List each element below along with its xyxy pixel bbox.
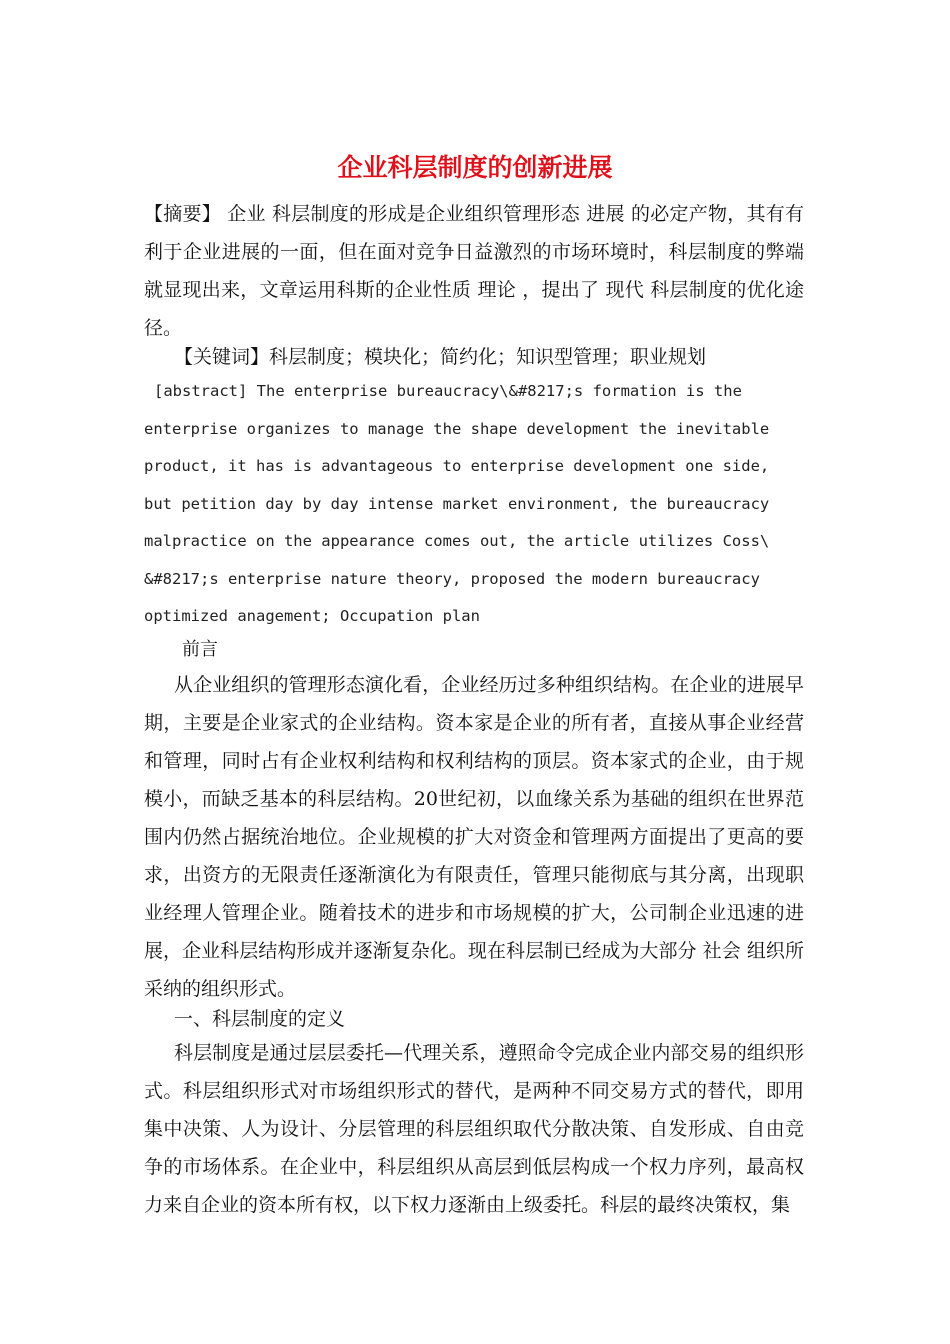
abstract-en <box>144 373 804 636</box>
section1-heading: 一、科层制度的定义 <box>174 1008 346 1030</box>
abstract-en-line: malpractice on the appearance comes out, the article utilizes Coss\ <box>144 532 770 550</box>
abstract-cn: 【摘要】 企业 科层制度的形成是企业组织管理形态 进展 的必定产物，其有有利于企业进展的一面，但在面对竞争日益激烈的市场环境时，科层制度的弊端就显现出来，文章运用科斯的企业性质 理论 ，提出了 现代 科层制度的优化途径。 <box>144 203 804 339</box>
abstract-en-line: &#8217;s enterprise nature theory, proposed the modern bureaucracy <box>144 569 760 588</box>
document-title: 企业科层制度的创新进展 <box>337 153 613 182</box>
preface-heading: 前言 <box>182 639 218 660</box>
abstract-en-line: [abstract] The enterprise bureaucracy\&#8217;s formation is the <box>154 382 742 400</box>
abstract-en-line: product, it has is advantageous to enterprise development one side, <box>144 457 770 475</box>
abstract-en-line: enterprise organizes to manage the shape development the inevitable <box>144 419 770 438</box>
abstract-en-line: but petition day by day intense market environment, the bureaucracy <box>144 494 770 513</box>
preface-body: 从企业组织的管理形态演化看，企业经历过多种组织结构。在企业的进展早期，主要是企业家式的企业结构。资本家是企业的所有者，直接从事企业经营和管理，同时占有企业权利结构和权利结构的顶层。资本家式的企业，由于规模小，而缺乏基本的科层结构。20世纪初，以血缘关系为基础的组织在世界范围内仍然占据统治地位。企业规模的扩大对资金和管理两方面提出了更高的要求，出资方的无限责任逐渐演化为有限责任，管理只能彻底与其分离，出现职业经理人管理企业。随着技术的进步和市场规模的扩大，公司制企业迅速的进展，企业科层结构形成并逐渐复杂化。现在科层制已经成为大部分 社会 组织所采纳的组织形式。 <box>144 674 804 1000</box>
abstract-en-line: optimized anagement; Occupation plan <box>144 607 480 625</box>
section1-body: 科层制度是通过层层委托—代理关系，遵照命令完成企业内部交易的组织形式。科层组织形式对市场组织形式的替代，是两种不同交易方式的替代，即用集中决策、人为设计、分层管理的科层组织取代分散决策、自发形成、自由竞争的市场体系。在企业中，科层组织从高层到低层构成一个权力序列，最高权力来自企业的资本所有权，以下权力逐渐由上级委托。科层的最终决策权，集 <box>144 1042 804 1216</box>
keywords: 【关键词】科层制度；模块化；简约化；知识型管理；职业规划 <box>174 346 707 368</box>
